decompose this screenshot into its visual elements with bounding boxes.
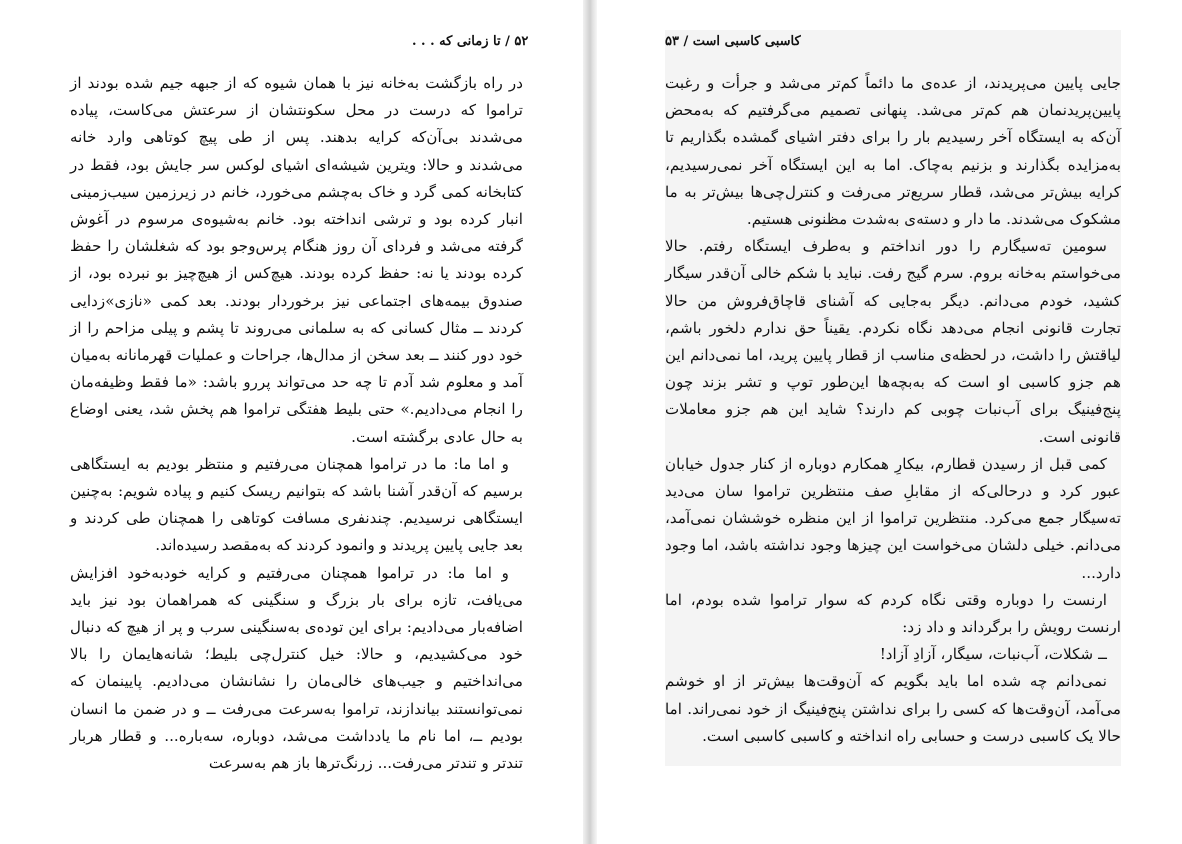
book-gutter	[583, 0, 597, 844]
right-paragraph-2: سومین ته‌سیگارم را دور انداختم و به‌طرف ایستگاه رفتم. حالا می‌خواستم به‌خانه بروم. سرم گیج رفت. نباید با شکم خالی آن‌قدر سیگار کشید، خودم می‌دانم. دیگر به‌جایی که آشنای قاچاق‌فروش من حالا تجارت قانونی انجام می‌دهد نگاه نکردم. یقیناً حق ندارم دلخور باشم، لیاقتش را داشت، در لحظه‌ی مناسب از قطار پایین پرید، اما نمی‌دانم این هم جزو کاسبی او است که به‌بچه‌ها این‌طور توپ و تشر بزند چون پنج‌فینیگ برای آب‌نبات چوبی کم دارند؟ شاید این هم جزو معاملات قانونی است.	[665, 237, 1121, 446]
right-paragraph-6: نمی‌دانم چه شده اما باید بگویم که آن‌وقت‌ها بیش‌تر از او خوشم می‌آمد، آن‌وقت‌ها که کسی را برای نداشتن پنج‌فینیگ از خود نمی‌راند. اما حالا یک کاسبی درست و حسابی راه انداخته و کاسبی کاسبی است.	[665, 672, 1121, 745]
right-paragraph-5: ــ شکلات، آب‌نبات، سیگار، آزادِ آزاد!	[879, 645, 1107, 664]
left-paragraph-3: و اما ما: در تراموا همچنان می‌رفتیم و کرایه خودبه‌خود افزایش می‌یافت، تازه برای بار بزرگ و سنگینی که همراهمان بود نیز باید اضافه‌بار می‌دادیم: برای این توده‌ی به‌سنگینی سرب و پر از هیچ که دنبال خود می‌کشیدیم، و حالا: خیل کنترل‌چی بلیط؛ شانه‌هایمان را بالا می‌انداختیم و جیب‌های خالی‌مان را نشانشان می‌دادیم. پایینمان که نمی‌توانستند بیاندازند، تراموا به‌سرعت می‌رفت ــ و در ضمن ما انسان بودیم ــ، اما نام ما یادداشت می‌شد، دوباره، سه‌باره... و قطار هربار تندتر و تندتر می‌رفت... زرنگ‌ترها باز هم به‌سرعت	[70, 563, 523, 773]
left-page	[0, 0, 583, 844]
right-paragraph-3: کمی قبل از رسیدن قطارم، بیکارِ همکارم دوباره از کنار جدول خیابان عبور کرد و درحالی‌که از مقابلِ صف منتظرین تراموا سان می‌دید ته‌سیگار جمع می‌کرد. منتظرین تراموا از این منظره خوششان نمی‌آمد، می‌دانم. خیلی دلشان می‌خواست این چیزها وجود نداشته باشد، اما وجود دارد...	[665, 454, 1121, 582]
right-page-header: کاسبی کاسبی است / ۵۳	[665, 34, 801, 49]
right-page-body	[665, 70, 1121, 750]
right-paragraph-1: جایی پایین می‌پریدند، از عده‌ی ما دائماً کم‌تر می‌شد و جرأت و رغبت پایین‌پریدنمان هم کم‌تر می‌شد. پنهانی تصمیم می‌گرفتیم که به‌محض آن‌که به ایستگاه آخر رسیدیم بار را برای دفتر اشیای گمشده بگذاریم تا به‌مزایده بگذارند و بزنیم به‌چاک. اما به این ایستگاه آخر نمی‌رسیدیم، کرایه بیش‌تر می‌شد، قطار سریع‌تر می‌رفت و کنترل‌چی‌ها بیش‌تر به ما مشکوک می‌شدند. ما دار و دسته‌ی به‌شدت مظنونی هستیم.	[665, 74, 1121, 229]
left-paragraph-2: و اما ما: ما در تراموا همچنان می‌رفتیم و منتظر بودیم به ایستگاهی برسیم که آن‌قدر آشنا باشد که بتوانیم ریسک کنیم و پیاده شویم: به‌چنین ایستگاهی نرسیدیم. چندنفری مسافت کوتاهی را همچنان طی کردند و بعد جایی پایین پریدند و وانمود کردند که به‌مقصد رسیده‌اند.	[70, 454, 523, 555]
right-paragraph-4: ارنست را دوباره وقتی نگاه کردم که سوار تراموا شده بودم، اما ارنست رویش را برگرداند و داد زد:	[665, 590, 1121, 637]
left-paragraph-1: در راه بازگشت به‌خانه نیز با همان شیوه که از جبهه جیم شده بودند از تراموا که درست در محل سکونتشان از سرعتش می‌کاست، پیاده می‌شدند بی‌آن‌که کرایه بدهند. پس از طی پیچ کوتاهی وارد خانه می‌شدند و حالا: ویترین شیشه‌ای اشیای لوکس سر جایش بود، فقط در کتابخانه کمی گرد و خاک به‌چشم می‌خورد، خانم در زیرزمین سیب‌زمینی انبار کرده بود و ترشی انداخته بود. خانم به‌شیوه‌ی مرسوم در آغوش گرفته می‌شد و فردای آن روز هنگام پرس‌وجو بود که شغلشان را حفظ کرده بودند یا نه: حفظ کرده بودند. هیچ‌کس از هیچ‌چیز بو نبرده بود، از صندوق بیمه‌های اجتماعی نیز برخوردار بودند. بعد کمی «نازی»زدایی کردند ــ مثال کسانی که به سلمانی می‌روند تا پشم و پیلی مزاحم را از خود دور کنند ــ بعد سخن از مدال‌ها، جراحات و عملیات قهرمانانه به‌میان آمد و معلوم شد آدم تا چه حد می‌تواند پررو باشد: «ما فقط وظیفه‌مان را انجام می‌دادیم.» حتی بلیط هفتگی تراموا هم پخش شد، یعنی اوضاع به حال عادی برگشته است.	[70, 74, 523, 446]
left-page-body	[70, 70, 523, 777]
left-page-header: ۵۲ / تا زمانی که . . .	[412, 34, 529, 49]
